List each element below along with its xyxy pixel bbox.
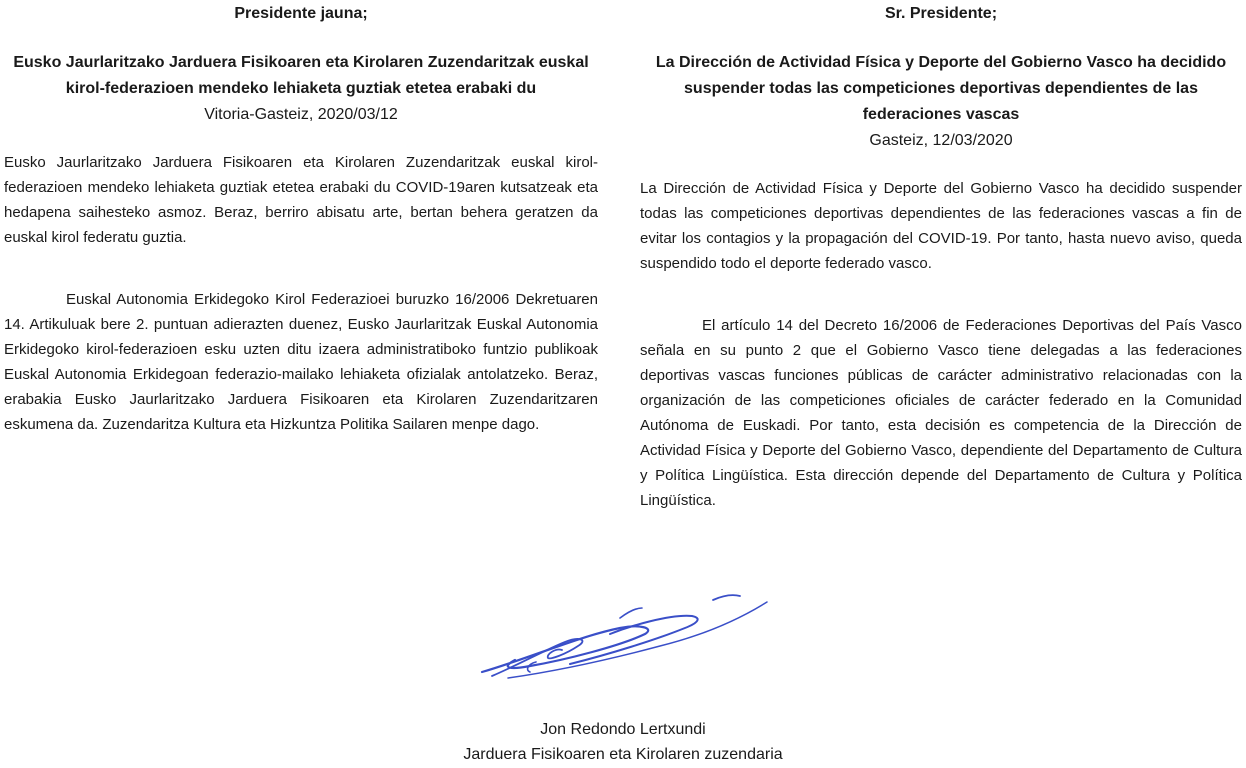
paragraph-2-basque: Euskal Autonomia Erkidegoko Kirol Federazioei buruzko 16/2006 Dekretuaren 14. Artikuluak bere 2. puntuan adierazten duenez, Eusko Jaurlaritzak Euskal Autonomia Erkidegoko kirol-federazioen esku uzten ditu izaera administratiboko funtzio publikoak Euskal Autonomia Erkidegoan federazio-mailako lehiaketa ofizialak antolatzeko. Beraz, erabakia Eusko Jaurlaritzako Jarduera Fisikoaren eta Kirolaren Zuzendaritzaren eskumena da. Zuzendaritza Kultura eta Hizkuntza Politika Sailaren menpe dago.: [4, 291, 598, 433]
salutation-basque: Presidente jauna;: [234, 5, 368, 22]
paragraph-2-spanish: El artículo 14 del Decreto 16/2006 de Federaciones Deportivas del País Vasco señala en su punto 2 que el Gobierno Vasco tiene delegadas a las federaciones deportivas vascas funciones públicas de carácter administrativo relacionadas con la organización de las competiciones oficiales de carácter federado en la Comunidad Autónoma de Euskadi. Por tanto, esta decisión es competencia de la Dirección de Actividad Física y Deporte del Gobierno Vasco, dependiente del Departamento de Cultura y Política Lingüística. Esta dirección depende del Departamento de Cultura y Política Lingüística.: [640, 317, 1242, 509]
paragraph-1-spanish: La Dirección de Actividad Física y Deporte del Gobierno Vasco ha decidido suspender todas las competiciones deportivas dependientes de las federaciones vascas a fin de evitar los contagios y la propagación del COVID-19. Por tanto, hasta nuevo aviso, queda suspendido todo el deporte federado vasco.: [640, 180, 1242, 272]
signer-name: Jon Redondo Lertxundi: [540, 721, 706, 738]
headline-basque: Eusko Jaurlaritzako Jarduera Fisikoaren eta Kirolaren Zuzendaritzak euskal kirol-federazioen mendeko lehiaketa guztiak etetea erabaki du: [13, 54, 589, 97]
dateline-spanish: Gasteiz, 12/03/2020: [869, 132, 1013, 149]
headline-spanish: La Dirección de Actividad Física y Deporte del Gobierno Vasco ha decidido suspender todas las competiciones deportivas dependientes de las federaciones vascas: [655, 54, 1227, 123]
dateline-basque: Vitoria-Gasteiz, 2020/03/12: [204, 106, 398, 123]
basque-column: [4, 0, 598, 437]
salutation-spanish: Sr. Presidente;: [884, 5, 998, 22]
paragraph-1-basque: Eusko Jaurlaritzako Jarduera Fisikoaren eta Kirolaren Zuzendaritzak euskal kirol-federazioen mendeko lehiaketa guztiak etetea erabaki du COVID-19aren kutsatzeak eta hedapena saihesteko asmoz. Beraz, berriro abisatu arte, bertan behera geratzen da euskal kirol federatu guztia.: [4, 154, 598, 246]
handwritten-signature: [470, 588, 770, 688]
spanish-column: [640, 0, 1242, 513]
signer-role: Jarduera Fisikoaren eta Kirolaren zuzendaria: [463, 746, 783, 763]
